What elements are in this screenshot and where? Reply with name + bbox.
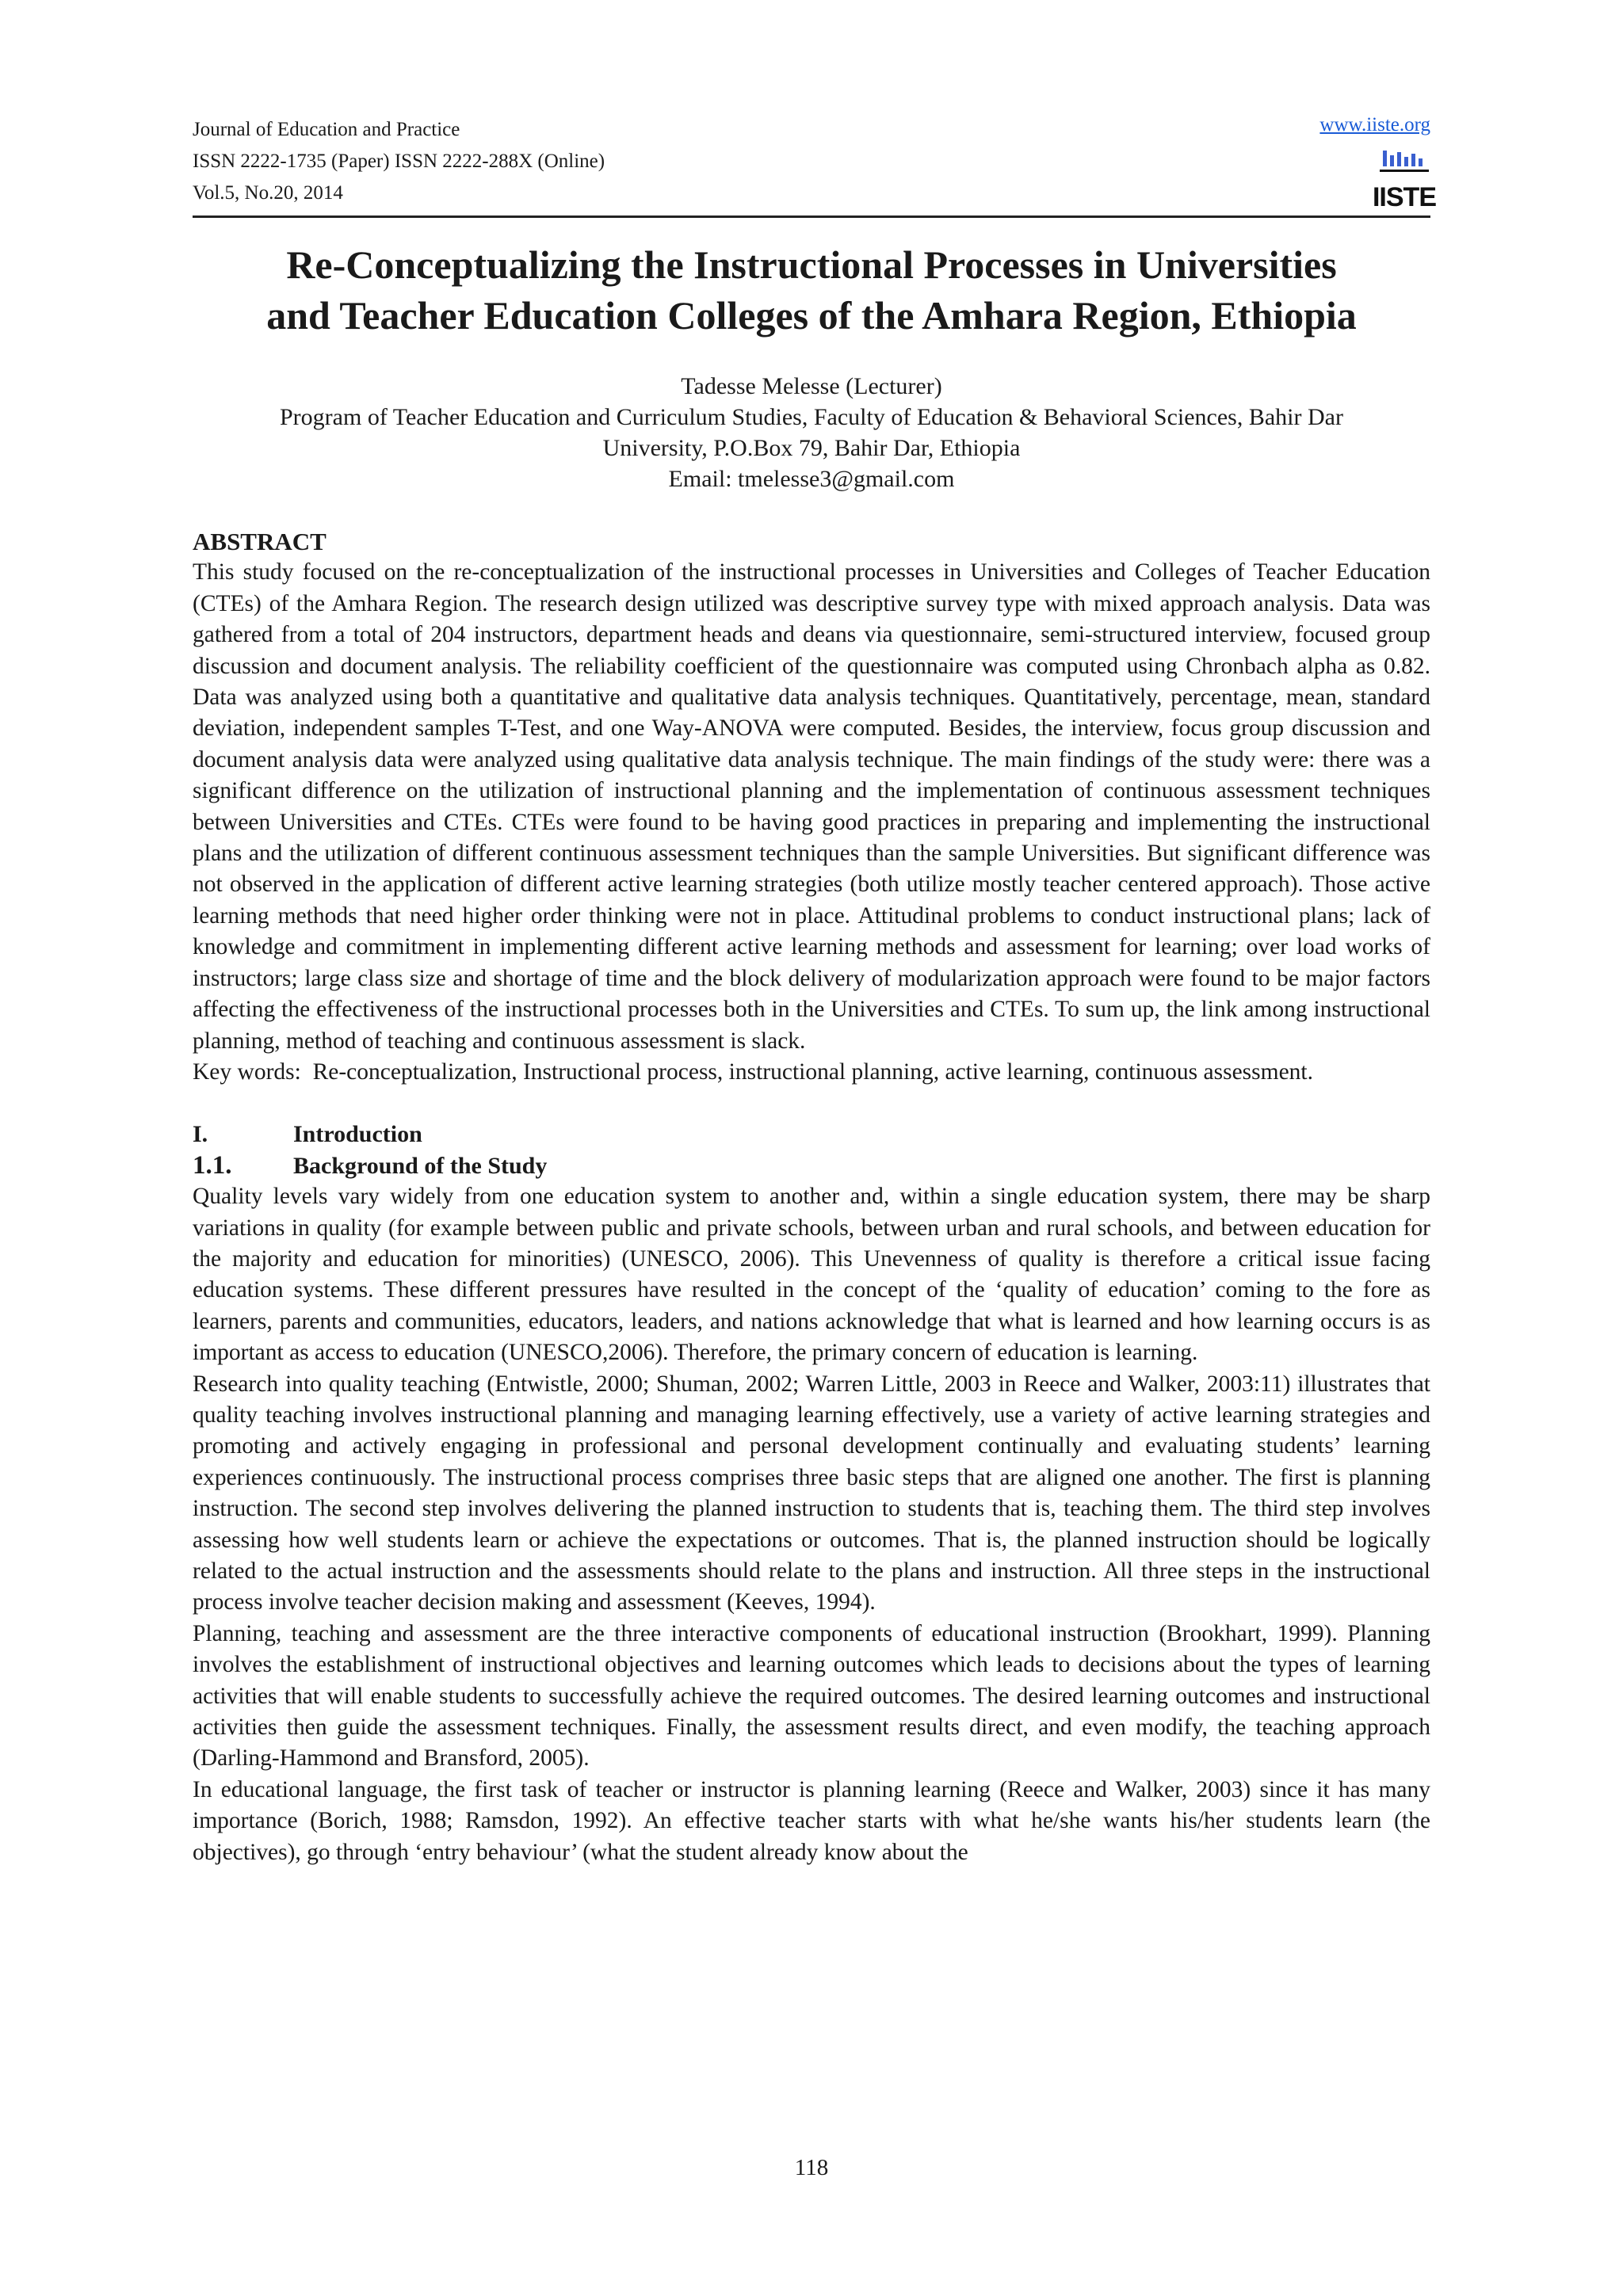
abstract-heading: ABSTRACT — [193, 528, 327, 555]
issn-line: ISSN 2222-1735 (Paper) ISSN 2222-288X (Online) — [193, 151, 605, 172]
subsection-title: Background of the Study — [293, 1152, 548, 1179]
affiliation-line-1: Program of Teacher Education and Curriculum Studies, Faculty of Education & Behavioral Sciences, Bahir Dar — [280, 404, 1343, 430]
paragraph: Quality levels vary widely from one education system to another and, within a single education system, there may be sharp variations in quality (for example between public and private schools, between urban and rural schools, and between education for the majority and education for minorities) (UNESCO, 2006). This Unevenness of quality is therefore a critical issue facing education systems. These different pressures have resulted in the concept of the ‘quality of education’ coming to the fore as learners, parents and communities, educators, leaders, and nations acknowledge that what is learned and how learning occurs is as important as access to education (UNESCO,2006). Therefore, the primary concern of education is learning. — [193, 1184, 1430, 1366]
title-line-1: Re-Conceptualizing the Instructional Processes in Universities — [286, 242, 1337, 287]
main-text — [193, 526, 1430, 1868]
affiliation-line-2: University, P.O.Box 79, Bahir Dar, Ethiopia — [602, 435, 1021, 461]
logo-text: IISTE — [1372, 182, 1437, 212]
iiste-logo-icon — [1372, 149, 1437, 212]
page — [193, 0, 1437, 2296]
section-heading-introduction — [193, 1119, 1430, 1150]
keywords — [193, 1057, 1430, 1088]
spacer — [193, 1088, 1430, 1119]
abstract-text: This study focused on the re-conceptualization of the instructional processes in Universities and Colleges of Teacher Education (CTEs) of the Amhara Region. The research design utilized was descriptive survey type with mixed approach analysis. Data was gathered from a total of 204 instructors, department heads and deans via questionnaire, semi-structured interview, focused group discussion and document analysis. The reliability coefficient of the questionnaire was computed using Chronbach alpha as 0.82. Data was analyzed using both a quantitative and qualitative data analysis techniques. Quantitatively, percentage, mean, standard deviation, independent samples T-Test, and one Way-ANOVA were computed. Besides, the interview, focus group discussion and document analysis data were analyzed using qualitative data analysis technique. The main findings of the study were: there was a significant difference on the utilization of instructional planning and the implementation of continuous assessment techniques between Universities and CTEs. CTEs were found to be having good practices in preparing and implementing the instructional plans and the utilization of different continuous assessment techniques than the sample Universities. But significant difference was not observed in the application of different active learning strategies (both utilize mostly teacher centered approach). Those active learning methods that need higher order thinking were not in place. Attitudinal problems to conduct instructional plans; lack of knowledge and commitment in implementing different active learning methods and assessment for learning; over load works of instructors; large class size and shortage of time and the block delivery of modularization approach were found to be major factors affecting the effectiveness of the instructional processes both in the Universities and CTEs. To sum up, the link among instructional planning, method of teaching and continuous assessment is slack. — [193, 559, 1430, 1054]
keywords-list: Re-conceptualization, Instructional process, instructional planning, active learning, continuous assessment. — [312, 1058, 1313, 1085]
paragraph: Planning, teaching and assessment are the three interactive components of educational instruction (Brookhart, 1999). Planning involves the establishment of instructional objectives and learning outcomes which leads to decisions about the types of learning activities that will enable students to successfully achieve the required outcomes. The desired learning outcomes and instructional activities then guide the assessment techniques. Finally, the assessment results direct, and even modify, the teaching approach (Darling-Hammond and Bransford, 2005). — [193, 1620, 1430, 1772]
header-rule — [193, 215, 1430, 218]
subsection-number: 1.1. — [193, 1150, 232, 1180]
paper-title — [193, 239, 1430, 341]
volume-line: Vol.5, No.20, 2014 — [193, 182, 343, 204]
keywords-label: Key words: — [193, 1058, 301, 1085]
section-title: Introduction — [293, 1121, 422, 1148]
page-number: 118 — [794, 2155, 829, 2180]
journal-header — [193, 114, 1437, 215]
paragraph: In educational language, the first task of teacher or instructor is planning learning (Reece and Walker, 2003) since it has many importance (Borich, 1988; Ramsdon, 1992). An effective teacher starts with what he/she wants his/her students learn (the objectives), go through ‘entry behaviour’ (what the student already know about the — [193, 1776, 1430, 1865]
title-line-2: and Teacher Education Colleges of the Amhara Region, Ethiopia — [266, 293, 1357, 338]
subsection-heading-background — [193, 1150, 1430, 1181]
author-name: Tadesse Melesse (Lecturer) — [681, 373, 942, 399]
journal-name: Journal of Education and Practice — [193, 119, 460, 140]
author-block — [193, 371, 1430, 494]
paragraph: Research into quality teaching (Entwistle, 2000; Shuman, 2002; Warren Little, 2003 in Reece and Walker, 2003:11) illustrates that quality teaching involves instructional planning and managing learning effectively, use a variety of active learning strategies and promoting and actively engaging in professional and personal development continually and evaluating students’ learning experiences continuously. The instructional process comprises three basic steps that are aligned one another. The first is planning instruction. The second step involves delivering the planned instruction to students that is, teaching them. The third step involves assessing how well students learn or achieve the expectations or outcomes. That is, the planned instruction should be logically related to the actual instruction and the assessments should relate to the plans and instruction. All three steps in the instructional process involve teacher decision making and assessment (Keeves, 1994). — [193, 1371, 1430, 1615]
website-link[interactable]: www.iiste.org — [1319, 114, 1430, 135]
section-number: I. — [193, 1121, 208, 1148]
author-email: Email: tmelesse3@gmail.com — [668, 466, 955, 492]
